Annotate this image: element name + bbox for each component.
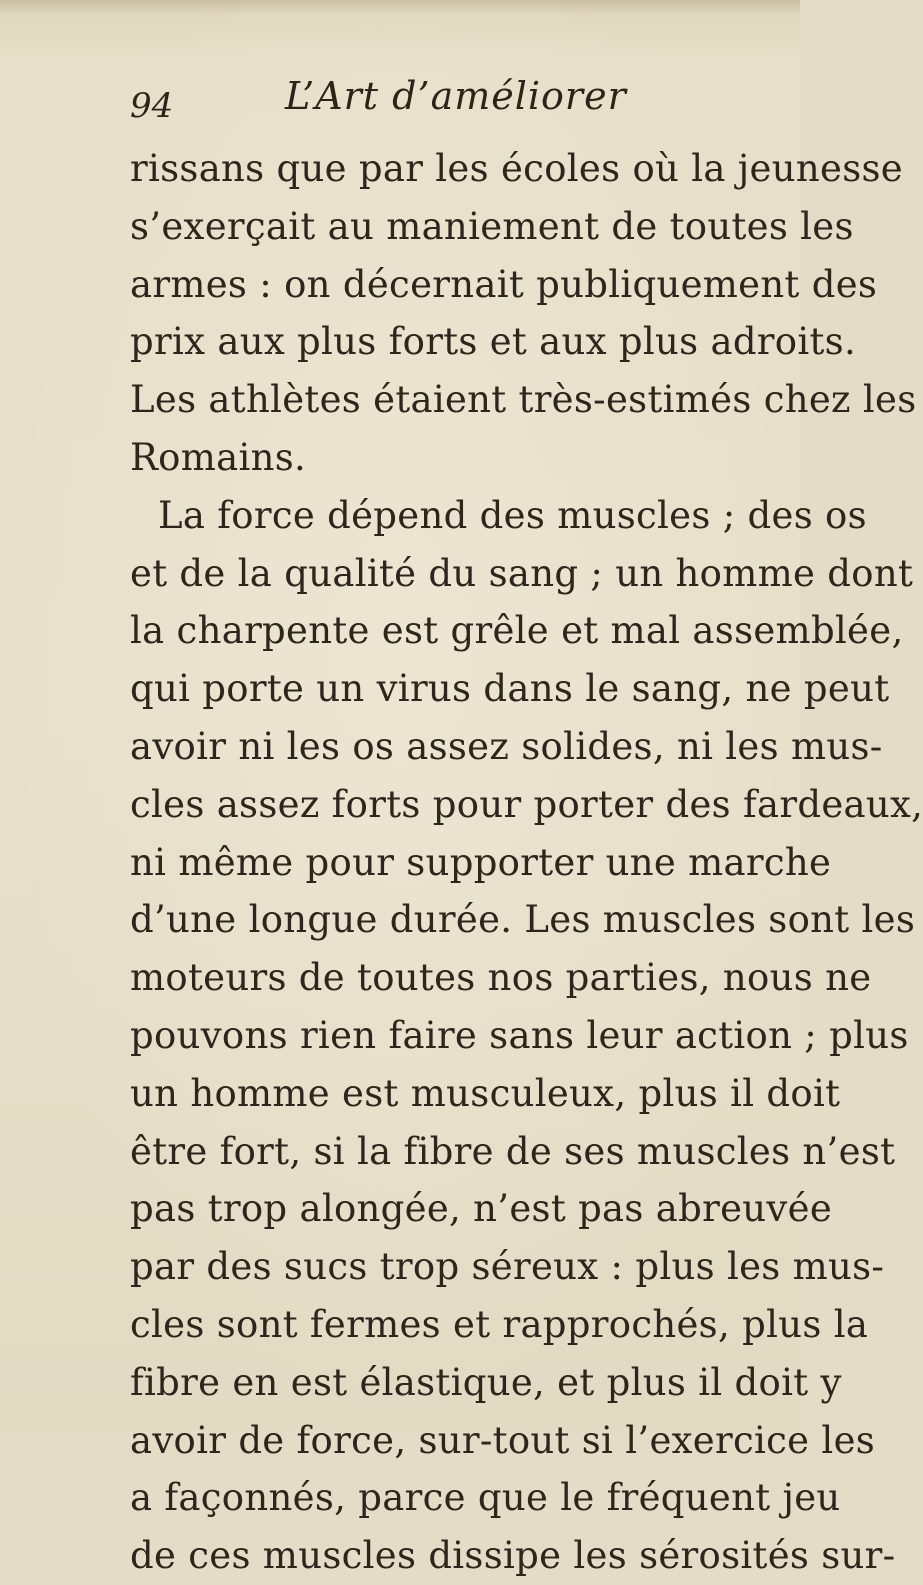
text-line: de ces muscles dissipe les sérosités sur- bbox=[130, 1534, 896, 1578]
text-line: pas trop alongée, n’est pas abreuvée bbox=[130, 1187, 833, 1231]
text-line: être fort, si la fibre de ses muscles n’est bbox=[130, 1129, 896, 1173]
page-number: 94 bbox=[130, 86, 174, 126]
page-header bbox=[130, 72, 690, 132]
text-line: a façonnés, parce que le fréquent jeu bbox=[130, 1476, 841, 1520]
text-line: un homme est musculeux, plus il doit bbox=[130, 1071, 841, 1115]
text-line: qui porte un virus dans le sang, ne peut bbox=[130, 667, 890, 711]
text-line: la charpente est grêle et mal assemblée, bbox=[130, 609, 904, 653]
text-line: s’exerçait au maniement de toutes les bbox=[130, 204, 854, 248]
text-line: ni même pour supporter une marche bbox=[130, 840, 832, 884]
text-line: prix aux plus forts et aux plus adroits. bbox=[130, 320, 857, 364]
paragraph-start-line: La force dépend des muscles ; des os bbox=[158, 493, 867, 537]
body-text bbox=[130, 140, 923, 1585]
text-line: armes : on décernait publiquement des bbox=[130, 262, 878, 306]
text-line: pouvons rien faire sans leur action ; plus bbox=[130, 1013, 909, 1057]
text-line: cles assez forts pour porter des fardeaux, bbox=[130, 782, 923, 826]
text-line: et de la qualité du sang ; un homme dont bbox=[130, 551, 914, 595]
page-top-edge bbox=[0, 0, 800, 14]
text-line: par des sucs trop séreux : plus les mus- bbox=[130, 1245, 885, 1289]
text-line: Romains. bbox=[130, 435, 307, 479]
text-line: avoir de force, sur-tout si l’exercice les bbox=[130, 1418, 876, 1462]
text-line: fibre en est élastique, et plus il doit y bbox=[130, 1360, 842, 1404]
text-line: cles sont fermes et rapprochés, plus la bbox=[130, 1302, 869, 1346]
text-line: avoir ni les os assez solides, ni les mus- bbox=[130, 724, 883, 768]
text-line: Les athlètes étaient très-estimés chez les bbox=[130, 378, 917, 422]
text-line: d’une longue durée. Les muscles sont les bbox=[130, 898, 916, 942]
text-line: moteurs de toutes nos parties, nous ne bbox=[130, 956, 872, 1000]
running-title: L’Art d’améliorer bbox=[285, 74, 627, 118]
text-line: rissans que par les écoles où la jeunesse bbox=[130, 147, 903, 190]
